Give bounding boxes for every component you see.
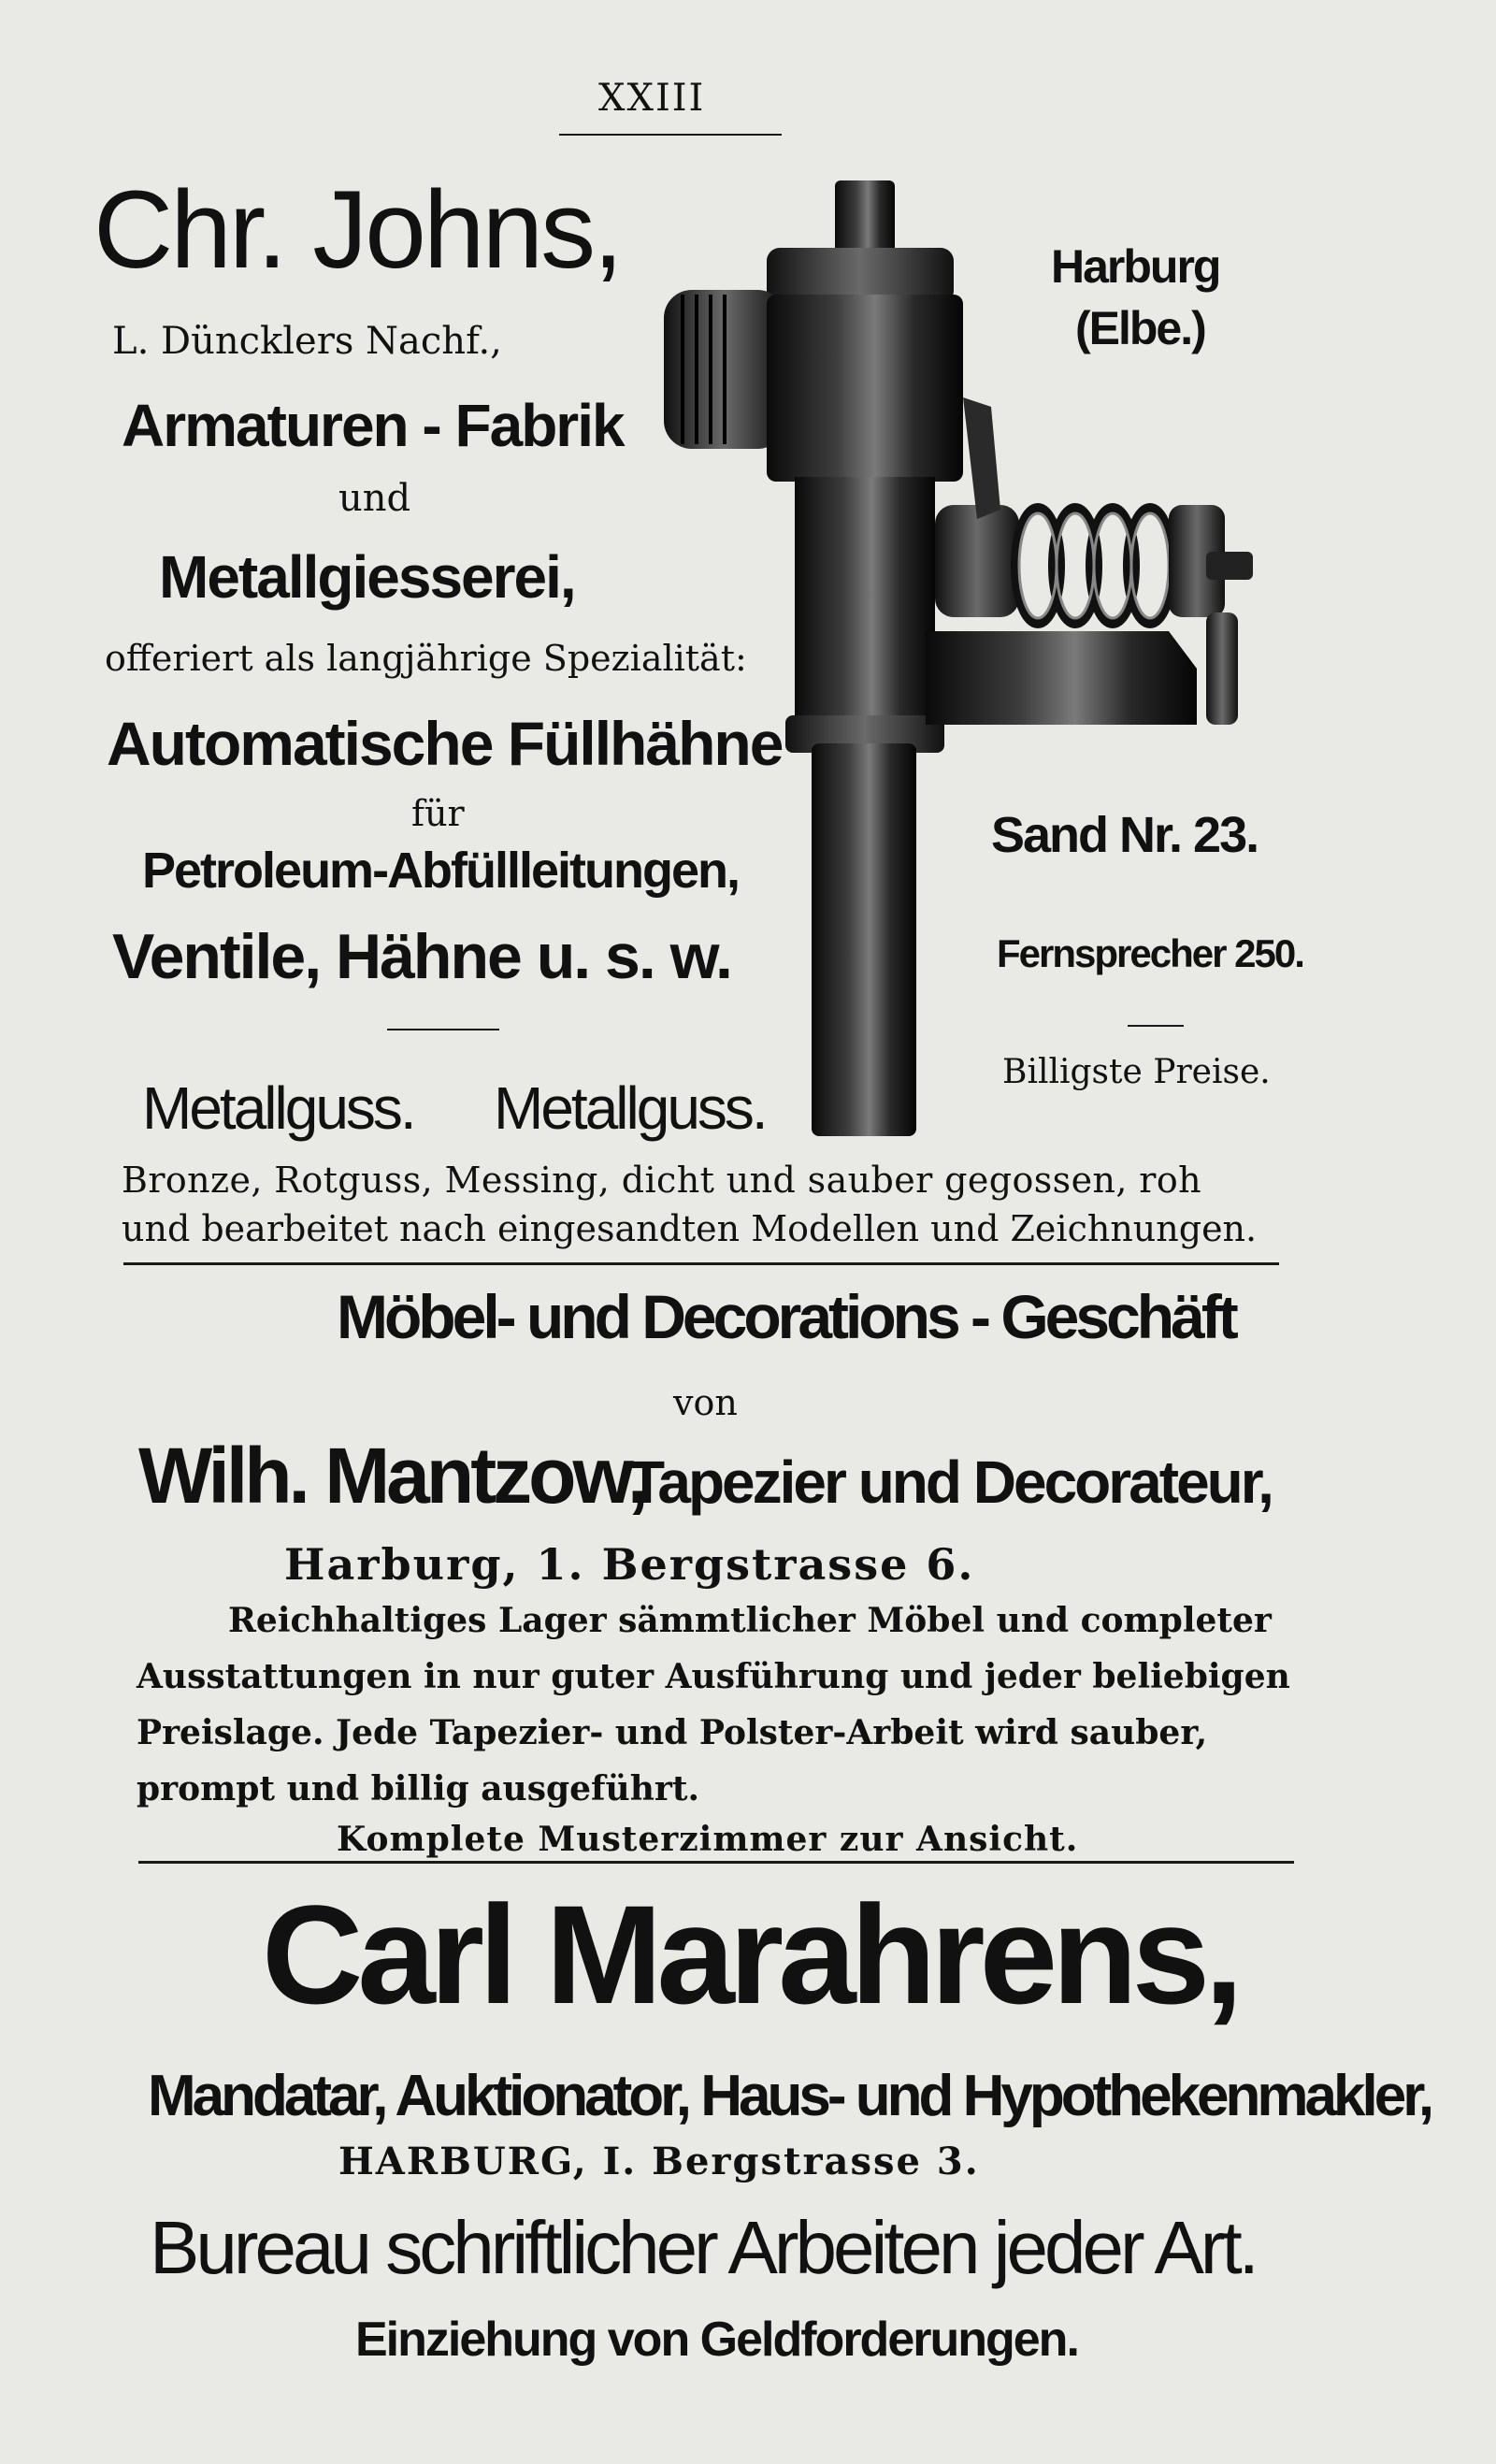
mantzow-von: von [673,1382,738,1423]
johns-product: Automatische Füllhähne [107,709,783,778]
johns-und: und [338,477,411,520]
johns-fabrik: Armaturen - Fabrik [122,392,624,459]
johns-giesserei: Metallgiesserei, [159,543,575,611]
page-number-rule [559,134,782,136]
metallguss-desc-2: und bearbeitet nach eingesandten Modellen und Zeichnungen. [122,1208,1258,1249]
johns-offer: offeriert als langjährige Spezialität: [105,638,747,679]
marahrens-roles: Mandatar, Auktionator, Haus- und Hypothekenmakler, [148,2064,1431,2128]
page-number: XXIII [598,77,706,120]
metallguss-desc-1: Bronze, Rotguss, Messing, dicht und sauber gegossen, roh [122,1160,1202,1201]
metallguss-left: Metallguss. [142,1074,414,1142]
johns-successor: L. Düncklers Nachf., [112,320,502,363]
johns-fuer: für [411,793,465,834]
mantzow-name: Wilh. Mantzow, [138,1432,646,1520]
filling-tap-illustration [645,173,1281,1155]
metallguss-right: Metallguss. [494,1074,766,1142]
mantzow-trade: Tapezier und Decorateur, [628,1448,1272,1516]
johns-city2: (Elbe.) [1075,302,1205,354]
marahrens-collection: Einziehung von Geldforderungen. [355,2313,1078,2367]
mantzow-desc-3: Preislage. Jede Tapezier- und Polster-Arbeit wird sauber, [137,1713,1208,1752]
mantzow-desc-2: Ausstattungen in nur guter Ausführung und jeder beliebigen [137,1657,1290,1696]
johns-short-rule-left [387,1029,499,1030]
johns-product3: Ventile, Hähne u. s. w. [112,921,731,992]
marahrens-address: HARBURG, I. Bergstrasse 3. [338,2140,980,2183]
johns-product2: Petroleum-Abfüllleitungen, [142,843,740,899]
johns-name: Chr. Johns, [94,168,621,292]
divider-2 [138,1861,1294,1864]
mantzow-desc-4: prompt und billig ausgeführt. [137,1769,700,1808]
mantzow-address: Harburg, 1. Bergstrasse 6. [284,1539,975,1590]
mantzow-desc-1: Reichhaltiges Lager sämmtlicher Möbel und completer [228,1601,1272,1640]
marahrens-bureau: Bureau schriftlicher Arbeiten jeder Art. [150,2206,1256,2289]
johns-city: Harburg [1051,240,1220,293]
mantzow-desc-5: Komplete Musterzimmer zur Ansicht. [337,1820,1079,1859]
johns-prices: Billigste Preise. [1002,1053,1271,1091]
divider-1 [123,1262,1279,1265]
johns-address: Sand Nr. 23. [991,807,1259,863]
johns-phone: Fernsprecher 250. [997,931,1303,975]
mantzow-heading: Möbel- und Decorations - Geschäft [337,1282,1235,1351]
marahrens-name: Carl Marahrens, [262,1876,1238,2033]
